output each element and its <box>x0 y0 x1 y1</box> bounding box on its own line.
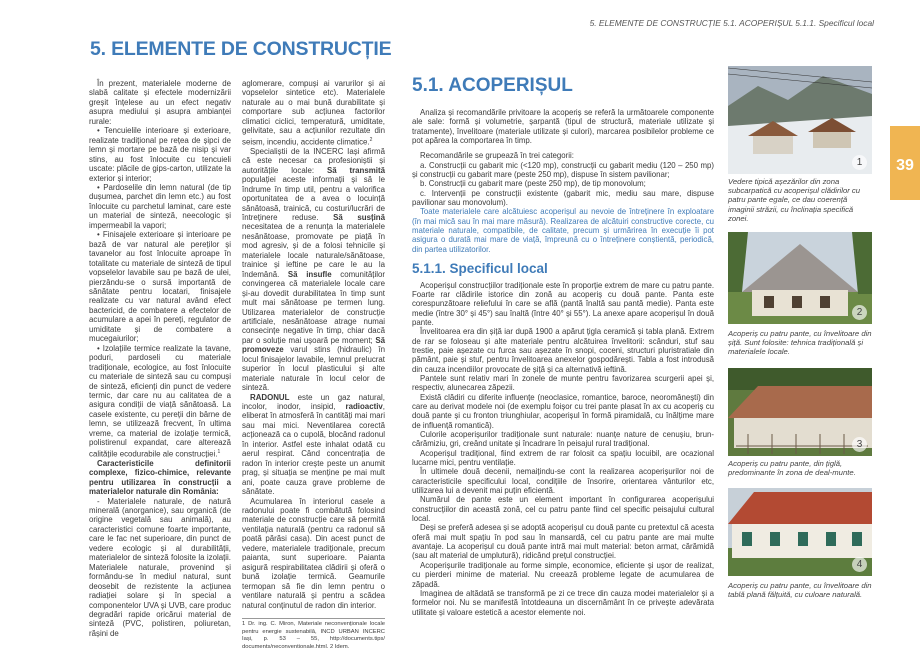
paragraph <box>89 344 231 459</box>
figure-number: 3 <box>852 437 867 452</box>
bold-run: radioactiv <box>345 402 383 412</box>
paragraph: Acoperișurile tradiționale au forme simple, economice, eficiente și ușor de realizat, cu pierderi minime de material. Nu creează probleme legate de acumularea de zăpadă. <box>412 560 714 589</box>
paragraph: Deși se preferă adesea și se adoptă acoperișul cu două pante cu pretextul că acesta oferă mai mult spațiu în pod sau în mansardă, cel cu patru pante are mai multe avantaje. La acoperișul cu două pante intră mai mult material: beton armat, cărămidă (sau alt material de umplutură), ridicând prețul construcției. <box>412 523 714 561</box>
photo-metal-roof-house <box>728 488 872 576</box>
figure-number: 4 <box>852 557 867 572</box>
list-item: c. Intervenții pe construcții existente (gabarit mic, mediu sau mare, dispuse pavilionar sau monovolum). <box>412 188 714 208</box>
photo-tile-roof-house <box>728 368 872 456</box>
text-column-2 <box>242 79 385 651</box>
paragraph: Numărul de pante este un element important în configurarea acoperișului construcțiilor din această zonă, cel cu patru pante fiind cel specific peisajului cultural local. <box>412 495 714 524</box>
footnote-ref: 2 <box>369 136 373 143</box>
figure-number: 2 <box>852 305 867 320</box>
highlight-paragraph: Toate materialele care alcătuiesc acoperișul au nevoie de întreținere în exploatare (în mai mică sau în mai mare măsură). Realizarea de alcătuiri constructive corecte, cu materiale naturale, compatibile, de calitate, precum și urmărirea în execuție îi pot asigura o durată mai mare de viață, împreună cu o întreținere conștientă, periodică, din partea utilizatorilor. <box>412 207 714 254</box>
list-item: b. Construcții cu gabarit mare (peste 250 mp), de tip monovolum; <box>420 179 646 189</box>
paragraph: Culorile acoperișurilor tradiționale sunt naturale: nuanțe nature de cenușiu, brun-cărămiziu, gri, creând unitate și încadrare în peisajul rural tradițional. <box>412 430 714 449</box>
photo-shingle-roof-house <box>728 232 872 324</box>
footnote: 1 Dr. ing. C. Miron, Materiale neconvenționale locale pentru energie sustenabilă, INCD URBAN INCERC Iași, p. 53 – 55, http://documents.tips/ documents/neconventionale.html. 2 Idem. <box>242 618 385 651</box>
text-run: necesitatea de a renunța la materialele nesănătoase, promovate pe piață în mod agresiv, și de a folosi tehnicile și materialele locale naturale/sănătoase, trainice și ieftine pe care le au la îndemână. <box>242 222 385 279</box>
paragraph: - Materialele naturale, de natură minerală (anorganice), sau organică (de origine vegetală sau animală), au caracteristici comune foarte importante, care le fac net superioare, din punct de vedere ecologic și al durabilității, materialelor de sinteză folosite la izolații. Materialele naturale, provenind și formându-se în mediul natural, sunt deosebit de rezistente la acțiunea radiației solare și în special a componentelor UVA și UVB, care produc degradări rapide oricărui material de sinteză (PVC, polistiren, poliuretan, rășini de <box>89 496 231 638</box>
paragraph-text: • Izolațiile termice realizate la tavane, poduri, pardoseli cu materiale tradiționale, ecologice, au fost înlocuite cu materiale de sinteză sau cu compuși de sinteză, eficienți din punct de vedere termic, dar care nu au calitatea de a asigura condiții de viață sănătoasă. La casele existente, cu pereții din bârne de lemn, se utilizează frecvent, în ultima vreme, ca material de izolație termică, polistirenul expandat, care alterează calitățile ecodurabile ale construcției. <box>89 343 231 459</box>
paragraph: Acoperișul tradițional, fiind extrem de rar folosit ca spațiu locuibil, are ocazional lucarne mici, pentru ventilație. <box>412 448 714 468</box>
figure-caption: Acoperiș cu patru pante, cu învelitoare din șiță. Sunt folosite: tehnica tradițională și materialele locale. <box>728 329 872 357</box>
paragraph <box>242 79 385 147</box>
paragraph-text: aglomerare, compuși ai varurilor și ai vopselelor sintetice etc). Materialele naturale au o mai bună durabilitate și comportare sub acțiunea factorilor climatici ciclici, temperatură, umiditate, gelivitate, sau a acțiunilor rezultate din seism, incendiu, accidente climatice. <box>242 79 385 147</box>
text-run: , eliberat în atmosferă în cantități mai mari sau mai mici. Neventilarea corectă acționează ca o cupolă, blocând radonul în interior. Astfel este inhalat odată cu aerul respirat. Când concentrația de radon în interior crește peste un anumit prag, și situația se menține pe mai mult ani, poate cauza grave probleme de sănătate. <box>242 402 385 497</box>
text-run: varul stins (hidraulic) în locul finisajelor lavabile, lemnul prelucrat superior în locul plasticului și alte materiale naturale în locul celor de sinteză. <box>242 345 385 393</box>
text-run: comunităților convingerea că materialele locale care și-au dovedit durabilitatea în timp sunt mult mai sănătoase pe termen lung. Utilizarea materialelor de construcție artificiale, nesănătoase atrage numai consecințe negative în timp, chiar dacă par o soluție mai ușoară pe moment; <box>242 269 385 345</box>
subsection-title: 5.1.1. Specificul local <box>412 261 548 277</box>
paragraph: • Pardoselile din lemn natural (de tip dușumea, parchet din lemn etc.) au fost înlocuite cu parchetul laminat, care este un material de sinteză, neecologic și impermeabil la vapori; <box>89 182 231 230</box>
paragraph: Recomandările se grupează în trei categorii: <box>420 151 574 161</box>
section-title: 5.1. ACOPERIȘUL <box>412 75 573 96</box>
paragraph: Imaginea de altădată se transformă pe zi ce trece din cauza modei materialelor și a formelor noi. Nu se manifestă întotdeauna un discernământ în ce privește adevărata utilitate și valoare estetică a acestor elemente noi. <box>412 588 714 617</box>
bold-run: Să susțină <box>333 212 386 222</box>
figure-number: 1 <box>852 155 867 170</box>
paragraph <box>242 147 385 393</box>
bold-run: Să insufle <box>287 269 332 279</box>
text-run: populației aceste informații și să le îndrume în timp util, pentru a valorifica oportunitatea de a avea o locuință sănătoasă, trainică, cu costuri/lucrări de întreținere reduse. <box>242 175 385 222</box>
paragraph: Analiza și recomandările privitoare la acoperiș se referă la următoarele componente ale sale: formă și volumetrie, șarpantă (tipul de structură, materiale utilizate și tratamente), învelitoare (materiale utilizate și culori), marcarea posibilelor probleme ce pot apărea la comportarea în timp. <box>412 108 714 146</box>
bold-run: Să transmită <box>326 165 385 175</box>
paragraph: • Finisajele exterioare și interioare pe bază de var natural ale pereților și tavanelor au fost înlocuite aproape în totalitate cu materiale de sinteză de tipul vopselelor lavabile sau pe bază de ulei, pierzându-se o sursă importantă de sănătate pentru locatari, finisajele realizate cu var natural având efect bactericid, de combatere a efectelor de acumulare a apei în pereți, regulator de umiditate și de combatere a mucegaiurilor; <box>89 230 231 344</box>
chapter-title: 5. ELEMENTE DE CONSTRUCȚIE <box>90 38 392 60</box>
paragraph: Pantele sunt relativ mari în zonele de munte pentru favorizarea scurgerii apei și, respectiv, alunecarea zăpezii. <box>412 373 714 393</box>
text-run: este un gaz natural, incolor, inodor, insipid, <box>242 392 385 412</box>
figure-caption: Acoperiș cu patru pante, cu învelitoare din tablă plană fălțuită, cu culoare naturală. <box>728 581 872 600</box>
paragraph: Învelitoarea era din șiță iar după 1900 a apărut țigla ceramică și tabla plană. Extrem de rar se foloseau și alte materiale pentru alcătuirea învelitorii: scânduri, stuf sau trestie, paie așezate cu furca sau așezate în snopi, coceni, structuri pluristratiale din pământ, paie și stuf, pentru învelitoarea anexelor gospodărești. Tabla a fost introdusă din cauza incendiilor provocate de șiță și ca alternativă ieftină. <box>412 327 714 374</box>
paragraph: Acoperișul construcțiilor tradiționale este în proporție extrem de mare cu patru pante. Foarte rar clădirile istorice din zonă au acoperiș cu două pante. Panta este corespunzătoare reliefului în care se află (pantă înaltă sau pantă medie). Panta este medie (între 30° și 45°) sau înaltă (între 40° și 55°). La anexe apare acoperișul în două pante. <box>412 280 714 327</box>
bold-run: RADONUL <box>250 392 290 402</box>
photo-village-winter <box>728 66 872 174</box>
figure-caption: Acoperiș cu patru pante, din țiglă, predominante în zona de deal-munte. <box>728 459 856 478</box>
paragraph: În ultimele două decenii, nemaițindu-se cont la realizarea acoperișurilor noi de caracteristicile specificului local, condițiile de însorire, orientarea vânturilor etc, utilizarea lui a devenit mai puțin eficientă. <box>412 467 714 496</box>
bold-heading: Caracteristicile definitorii complexe, fizico-chimice, relevante pentru utilizarea în construcții a materialelor naturale din România: <box>89 458 231 497</box>
page-number-tab: 39 <box>890 126 920 200</box>
paragraph: În prezent, materialele moderne de slabă calitate și efectele modernizării greșit înțelese au un efect negativ asupra mediului și asupra ambianței rurale: <box>89 79 231 126</box>
text-column-3 <box>412 108 714 617</box>
figure-caption: Vedere tipică așezărilor din zona subcarpatică cu acoperișul clădirilor cu patru pante egale, ce dau coerență imaginii străzii, cu înclinația specifică zonei. <box>728 177 861 223</box>
text-column-1 <box>89 79 231 638</box>
running-header: 5. ELEMENTE DE CONSTRUCȚIE 5.1. ACOPERIȘUL 5.1.1. Specificul local <box>589 18 874 28</box>
paragraph <box>242 393 385 497</box>
paragraph: Acumularea în interiorul casele a radonului poate fi combătută folosind materiale de construcție care să permită ventilația naturală (pentru ca radonul să poată părăsi casa). Din acest punct de vedere, materialele tradiționale, precum paianta, sunt superioare. Paianta asigură respirabilitatea clădirii și oferă o bună izolație termică. Geamurile termopan să fie din lemn pentru o ventilare naturală și pentru a scădea natural conținutul de radon din interior. <box>242 496 385 610</box>
footnote-ref: 1 <box>217 448 221 455</box>
text-run: Specialiștii de la INCERC Iași afirmă că este necesar ca profesioniștii și autoritățile locale: <box>242 146 385 175</box>
bold-run: Să promoveze <box>242 335 385 355</box>
paragraph: Există clădiri cu diferite influențe (neoclasice, romantice, baroce, neoromânești) din care au derivat modele noi (de exemplu foișor cu trei pante plasat în ax cu acoperiș cu două pante și cu fronton triunghiular, acoperișul în formă piramidală, cu înălțime mare de influență romantică). <box>412 392 714 430</box>
list-item: a. Construcții cu gabarit mic (<120 mp), construcții cu gabarit mediu (120 – 250 mp) și construcții cu gabarit mare (peste 250 mp), dispuse în sistem pavilionar; <box>412 160 714 180</box>
paragraph: • Tencuielile interioare și exterioare, realizate tradițional pe rețea de șipci de lemn și mortare pe bază de nisip și var stins, au fost înlocuite cu tencuieli uscate: plăcile de gips-carton, utilizate la exterior și interior; <box>89 126 231 183</box>
